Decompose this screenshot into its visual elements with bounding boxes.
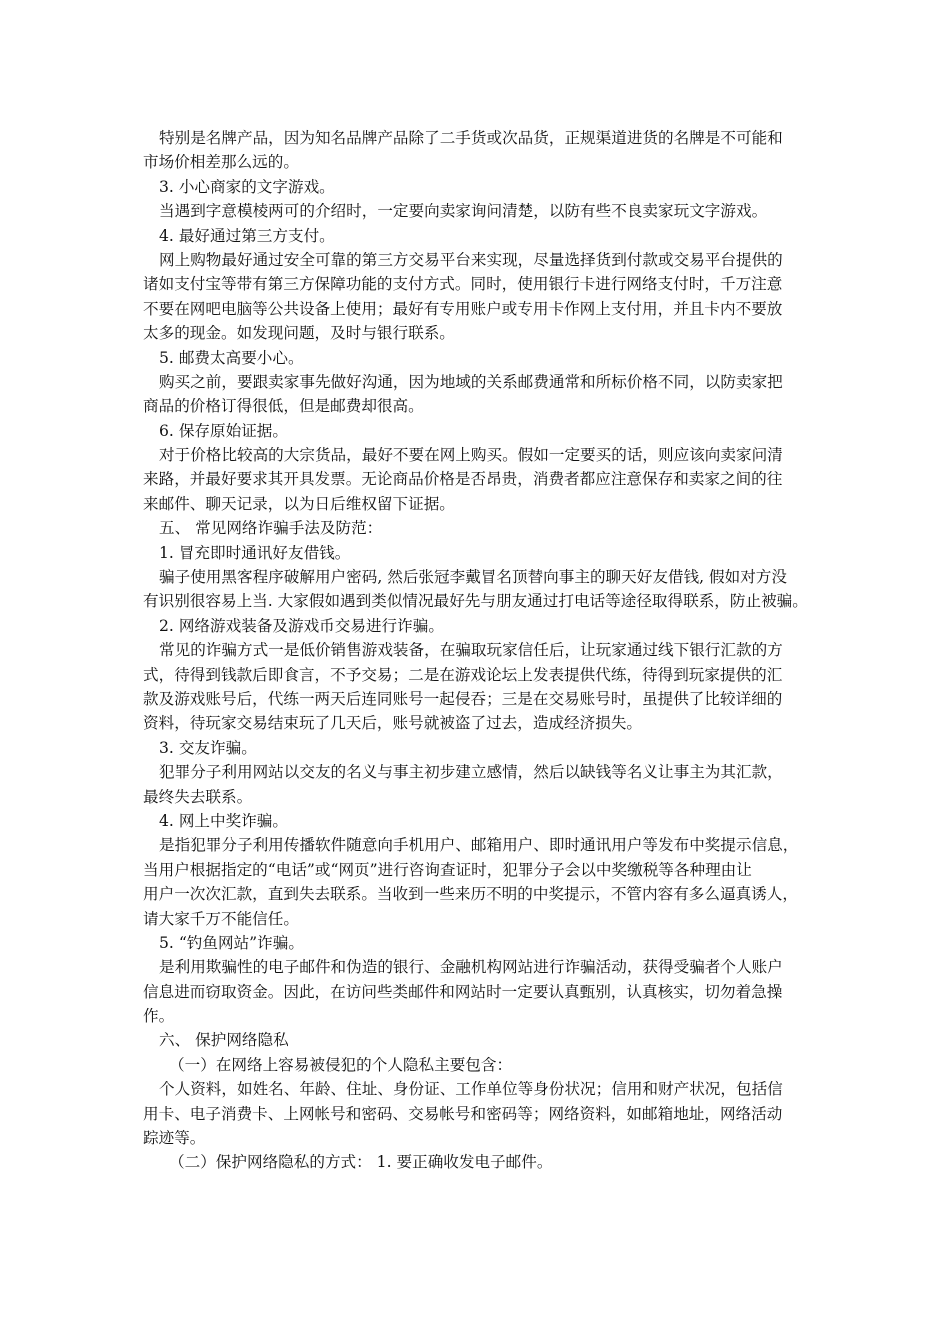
text-line: 请大家千万不能信任。 — [143, 909, 299, 928]
text-line: 特别是名牌产品，因为知名品牌产品除了二手货或次品货，正规渠道进货的名牌是不可能和 — [159, 129, 783, 147]
text-line: 五、 常见网络诈骗手法及防范： — [159, 519, 383, 538]
text-line: 太多的现金。如发现问题，及时与银行联系。 — [143, 324, 455, 343]
text-line: 骗子使用黑客程序破解用户密码, 然后张冠李戴冒名顶替向事主的聊天好友借钱, 假如对方没 — [159, 568, 787, 587]
text-line: 6. 保存原始证据。 — [159, 421, 288, 440]
text-line: 用户一次次汇款，直到失去联系。当收到一些来历不明的中奖提示，不管内容有多么逼真诱人， — [143, 885, 798, 904]
text-line: 市场价相差那么远的。 — [143, 153, 299, 172]
text-line: 2. 网络游戏装备及游戏币交易进行诈骗。 — [159, 616, 444, 635]
text-line: 常见的诈骗方式一是低价销售游戏装备，在骗取玩家信任后，让玩家通过线下银行汇款的方 — [159, 641, 783, 660]
text-line: （一）在网络上容易被侵犯的个人隐私主要包含： — [169, 1055, 513, 1074]
text-line: 有识别很容易上当. 大家假如遇到类似情况最好先与朋友通过打电话等途径取得联系，防止被骗。 — [143, 592, 808, 611]
text-line: 购买之前，要跟卖家事先做好沟通，因为地域的关系邮费通常和所标价格不同，以防卖家把 — [159, 372, 783, 391]
text-line: 个人资料，如姓名、年龄、住址、身份证、工作单位等身份状况；信用和财产状况，包括信 — [159, 1080, 783, 1099]
text-line: 4. 网上中奖诈骗。 — [159, 811, 288, 830]
text-line: 资料，待玩家交易结束玩了几天后，账号就被盗了过去，造成经济损失。 — [143, 714, 643, 733]
text-line: 对于价格比较高的大宗货品，最好不要在网上购买。假如一定要买的话，则应该向卖家问清 — [159, 446, 783, 465]
text-line: 网上购物最好通过安全可靠的第三方交易平台来实现，尽量选择货到付款或交易平台提供的 — [159, 250, 783, 269]
text-line: 是利用欺骗性的电子邮件和伪造的银行、金融机构网站进行诈骗活动，获得受骗者个人账户 — [159, 958, 783, 977]
text-line: 用卡、电子消费卡、上网帐号和密码、交易帐号和密码等；网络资料，如邮箱地址，网络活动 — [143, 1104, 783, 1123]
text-line: 款及游戏账号后，代练一两天后连同账号一起侵吞；三是在交易账号时，虽提供了比较详细的 — [143, 689, 783, 708]
text-line: 式，待得到钱款后即食言，不予交易；二是在游戏论坛上发表提供代练，待得到玩家提供的汇 — [143, 665, 783, 684]
text-line: 当遇到字意模棱两可的介绍时，一定要向卖家询问清楚，以防有些不良卖家玩文字游戏。 — [159, 202, 768, 221]
text-line: 1. 冒充即时通讯好友借钱。 — [159, 543, 351, 562]
document-body — [143, 126, 808, 1175]
text-line: 当用户根据指定的“电话”或“网页”进行咨询查证时，犯罪分子会以中奖缴税等各种理由让 — [143, 860, 752, 879]
text-line: 5. “钓鱼网站”诈骗。 — [159, 933, 304, 952]
text-line: （二）保护网络隐私的方式： 1. 要正确收发电子邮件。 — [169, 1153, 553, 1172]
text-line: 是指犯罪分子利用传播软件随意向手机用户、邮箱用户、即时通讯用户等发布中奖提示信息， — [159, 836, 799, 855]
document-text — [143, 126, 808, 1175]
text-line: 诸如支付宝等带有第三方保障功能的支付方式。同时，使用银行卡进行网络支付时，千万注意 — [143, 275, 783, 294]
text-line: 踪迹等。 — [143, 1129, 206, 1148]
text-line: 3. 交友诈骗。 — [159, 738, 257, 757]
text-line: 5. 邮费太高要小心。 — [159, 348, 304, 367]
text-line: 商品的价格订得很低，但是邮费却很高。 — [143, 397, 424, 416]
text-line: 来路，并最好要求其开具发票。无论商品价格是否昂贵，消费者都应注意保存和卖家之间的往 — [143, 470, 783, 489]
text-line: 来邮件、聊天记录，以为日后维权留下证据。 — [143, 494, 455, 513]
text-line: 作。 — [143, 1007, 175, 1026]
text-line: 犯罪分子利用网站以交友的名义与事主初步建立感情，然后以缺钱等名义让事主为其汇款， — [159, 763, 783, 782]
text-line: 信息进而窃取资金。因此，在访问些类邮件和网站时一定要认真甄别，认真核实，切勿着急操 — [143, 982, 783, 1001]
text-line: 六、 保护网络隐私 — [159, 1031, 289, 1050]
text-line: 不要在网吧电脑等公共设备上使用；最好有专用账户或专用卡作网上支付用，并且卡内不要放 — [143, 299, 783, 318]
text-line: 4. 最好通过第三方支付。 — [159, 226, 335, 245]
text-line: 最终失去联系。 — [143, 787, 253, 806]
text-line: 3. 小心商家的文字游戏。 — [159, 177, 335, 196]
